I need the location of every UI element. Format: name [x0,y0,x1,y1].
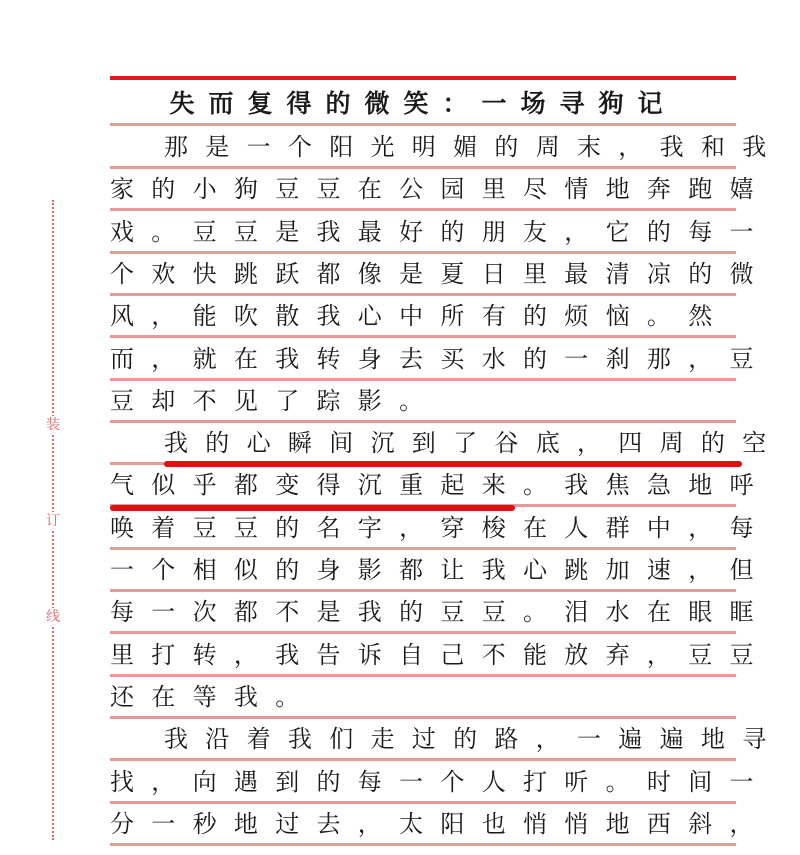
essay-line-text: 个欢快跳跃都像是夏日里最清凉的微 [110,259,771,288]
essay-line-row [110,804,771,846]
binding-char-xian: 线 [43,608,63,626]
essay-line-text: 风，能吹散我心中所有的烦恼。然 [110,302,730,331]
essay-line-text: 找，向遇到的每一个人打听。时间一 [110,767,771,796]
essay-line-row [110,339,771,381]
essay-line-text: 气似乎都变得沉重起来。我焦急地呼 [110,471,771,500]
red-underline-2 [110,505,515,511]
essay-line-row [110,127,784,169]
essay-line-text: 家的小狗豆豆在公园里尽情地奔跑嬉 [110,175,771,204]
essay-line-text: 唤着豆豆的名字，穿梭在人群中，每 [110,513,771,542]
essay-title-row [110,84,736,126]
essay-title: 失而复得的微笑：一场寻狗记 [169,89,677,118]
top-red-rule [110,76,736,80]
essay-line-row [110,212,771,254]
binding-char-ding: 订 [43,512,63,530]
essay-line-row [110,635,771,677]
binding-char-zhuang: 装 [43,416,63,434]
essay-line-text: 每一次都不是我的豆豆。泪水在眼眶 [110,598,771,627]
essay-line-text: 戏。豆豆是我最好的朋友，它的每一 [110,217,771,246]
essay-line-row [110,550,771,592]
essay-line-text: 还在等我。 [110,682,317,711]
essay-line-text: 豆却不见了踪影。 [110,386,441,415]
red-underline-1 [164,461,742,467]
essay-line-row [110,296,736,338]
essay-line-row [110,719,784,761]
essay-line-row [110,254,771,296]
essay-paper [110,0,784,855]
essay-line-text: 一个相似的身影都让我心跳加速，但 [110,556,771,584]
essay-line-text: 里打转，我告诉自己不能放弃，豆豆 [110,640,771,669]
essay-line-row [110,169,771,211]
essay-line-row [110,508,771,550]
essay-line-text: 我沿着我们走过的路，一遍遍地寻 [164,725,784,754]
essay-line-row [110,381,736,423]
essay-line-text: 而，就在我转身去买水的一刹那，豆 [110,344,771,373]
essay-line-text: 那是一个阳光明媚的周末，我和我 [164,133,784,161]
essay-line-row [110,465,771,507]
essay-line-text: 分一秒地过去，太阳也悄悄地西斜， [110,809,771,838]
essay-line-row [110,592,771,634]
essay-line-row [110,677,736,719]
essay-line-row [110,423,784,465]
essay-line-text: 我的心瞬间沉到了谷底，四周的空 [164,429,784,458]
essay-line-row [110,762,771,804]
